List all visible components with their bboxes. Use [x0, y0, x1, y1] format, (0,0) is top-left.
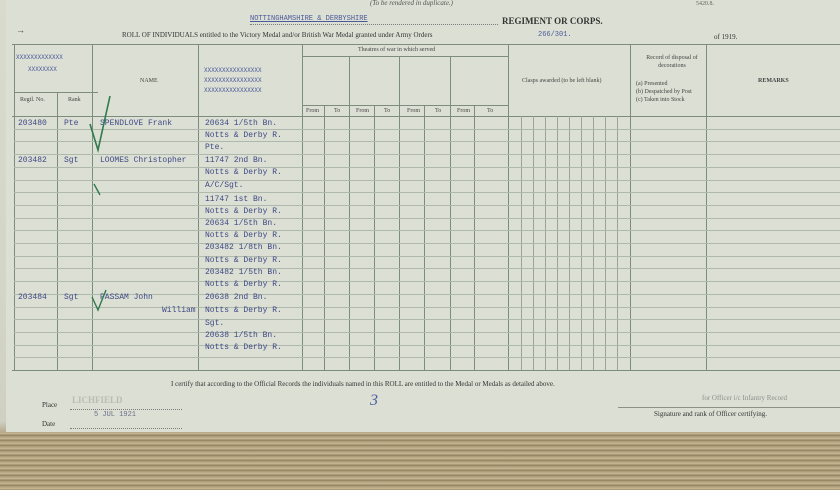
entry-1-unit-2: Notts & Derby R.: [205, 131, 282, 140]
entry-3-unit-5: Notts & Derby R.: [205, 343, 282, 352]
entry-2-unit-2: Notts & Derby R.: [205, 168, 282, 177]
entry-2-regtl-no: 203482: [18, 156, 47, 165]
name-header: NAME: [140, 78, 158, 84]
entry-2-unit-8: 203482 1/8th Bn.: [205, 243, 282, 252]
table-bottom-border: [12, 370, 840, 371]
entry-2-unit-6: 20634 1/5th Bn.: [205, 219, 278, 228]
struck-line-3: XXXXXXXXXXXXXXXX: [204, 87, 262, 94]
row-rule: [14, 268, 840, 269]
disposal-header: Record of disposal of decorations: [646, 55, 698, 69]
roll-sheet: [6, 0, 840, 432]
unit-struck: XXXXXXXXXXXXX: [16, 54, 63, 61]
disposal-a: (a) Presented: [636, 81, 668, 87]
army-order-number: 266/301.: [538, 31, 572, 39]
to-header-4: To: [487, 108, 494, 114]
col-border: [198, 44, 199, 370]
row-rule: [14, 154, 840, 155]
unit-struck-2: XXXXXXXX: [28, 66, 57, 73]
entry-2-unit-10: 203482 1/5th Bn.: [205, 268, 282, 277]
regtl-no-header: Regtl. No.: [20, 97, 45, 103]
handwritten-number: 3: [370, 392, 378, 409]
row-rule: [14, 357, 840, 358]
col-border: [508, 44, 509, 370]
entry-2-unit-4: 11747 1st Bn.: [205, 195, 268, 204]
row-rule: [14, 205, 840, 206]
entry-2-unit-7: Notts & Derby R.: [205, 231, 282, 240]
row-rule: [14, 192, 840, 193]
struck-line-2: XXXXXXXXXXXXXXXX: [204, 77, 262, 84]
entry-3-name: PASSAM John: [100, 293, 153, 302]
entry-1-regtl-no: 203480: [18, 119, 47, 128]
row-rule: [14, 218, 840, 219]
col-border: [630, 44, 631, 370]
clasps-header: Clasps awarded (to be left blank): [522, 78, 602, 84]
entry-1-rank: Pte: [64, 119, 79, 128]
duplicate-note: (To be rendered in duplicate.): [370, 0, 454, 7]
place-label: Place: [42, 401, 58, 409]
row-rule: [14, 180, 840, 181]
theatres-divider: [302, 56, 508, 57]
officer-stamp: for Officer i/c Infantry Record: [702, 394, 787, 402]
entry-2-unit-5: Notts & Derby R.: [205, 207, 282, 216]
row-rule: [14, 167, 840, 168]
entry-3-unit-3: Sgt.: [205, 319, 225, 328]
entry-2-rank: Sgt: [64, 156, 79, 165]
col-border: [450, 56, 451, 370]
table-top-border: [12, 44, 840, 45]
theatres-header: Theatres of war in which served: [358, 47, 436, 53]
row-rule: [14, 307, 840, 308]
entry-3-regtl-no: 203484: [18, 293, 47, 302]
row-rule: [14, 256, 840, 257]
disposal-b: (b) Despatched by Post: [636, 89, 692, 95]
certify-text: I certify that according to the Official Records the individuals named in this ROLL are entitled to the Medal or Medals as detailed above.: [171, 380, 555, 388]
regiment-label: REGIMENT OR CORPS.: [502, 16, 603, 26]
row-rule: [14, 129, 840, 130]
header-bottom-border: [12, 116, 840, 117]
entry-2-unit-9: Notts & Derby R.: [205, 256, 282, 265]
entry-1-unit-1: 20634 1/5th Bn.: [205, 119, 278, 128]
date-label: Date: [42, 420, 56, 428]
from-header-3: From: [407, 108, 421, 114]
col-border: [302, 44, 303, 370]
from-header-2: From: [356, 108, 370, 114]
from-header-1: From: [306, 108, 320, 114]
entry-3-rank: Sgt: [64, 293, 79, 302]
entry-3-unit-4: 20638 1/5th Bn.: [205, 331, 278, 340]
row-rule: [14, 141, 840, 142]
check-marks-icon: [76, 90, 126, 320]
regiment-name: NOTTINGHAMSHIRE & DERBYSHIRE: [250, 15, 368, 23]
row-rule: [14, 332, 840, 333]
date-line: [70, 428, 182, 429]
from-to-divider: [302, 105, 508, 106]
remarks-header: REMARKS: [758, 78, 789, 84]
col-border: [324, 105, 325, 370]
entry-3-unit-1: 20638 2nd Bn.: [205, 293, 268, 302]
regiment-line: [250, 24, 498, 25]
margin-arrow-icon: →: [16, 25, 25, 35]
from-header-4: From: [457, 108, 471, 114]
row-rule: [14, 281, 840, 282]
place-line: [70, 409, 182, 410]
col-border: [374, 105, 375, 370]
row-rule: [14, 243, 840, 244]
disposal-c: (c) Taken into Stock: [636, 97, 685, 103]
entry-1-name: SPENDLOVE Frank: [100, 119, 173, 128]
signature-label: Signature and rank of Officer certifying.: [654, 410, 767, 418]
corner-mark: 5420.8.: [696, 1, 714, 7]
rank-header: Rank: [68, 97, 81, 103]
col-border: [349, 56, 350, 370]
to-header-3: To: [435, 108, 442, 114]
row-rule: [14, 345, 840, 346]
col-border: [14, 44, 15, 370]
date-stamp: 5 JUL 1921: [94, 411, 137, 419]
struck-line-1: XXXXXXXXXXXXXXXX: [204, 67, 262, 74]
col-border: [399, 56, 400, 370]
col-border: [706, 44, 707, 370]
row-rule: [14, 230, 840, 231]
entry-2-name: LOOMES Christopher: [100, 156, 187, 165]
col-border: [424, 105, 425, 370]
to-header-1: To: [334, 108, 341, 114]
entry-1-unit-3: Pte.: [205, 143, 225, 152]
entry-3-name-2: William: [162, 306, 196, 315]
to-header-2: To: [384, 108, 391, 114]
place-stamp: LICHFIELD: [72, 395, 123, 405]
entry-2-unit-3: A/C/Sgt.: [205, 181, 244, 190]
book-page-edges: [0, 432, 840, 490]
year-label: of 1919.: [714, 33, 738, 41]
entry-2-unit-11: Notts & Derby R.: [205, 280, 282, 289]
entry-3-unit-2: Notts & Derby R.: [205, 306, 282, 315]
col-border: [474, 105, 475, 370]
entry-2-unit-1: 11747 2nd Bn.: [205, 156, 268, 165]
roll-title: ROLL OF INDIVIDUALS entitled to the Victory Medal and/or British War Medal granted under Army Orders: [122, 31, 433, 39]
row-rule: [14, 319, 840, 320]
signature-line: [618, 407, 840, 408]
